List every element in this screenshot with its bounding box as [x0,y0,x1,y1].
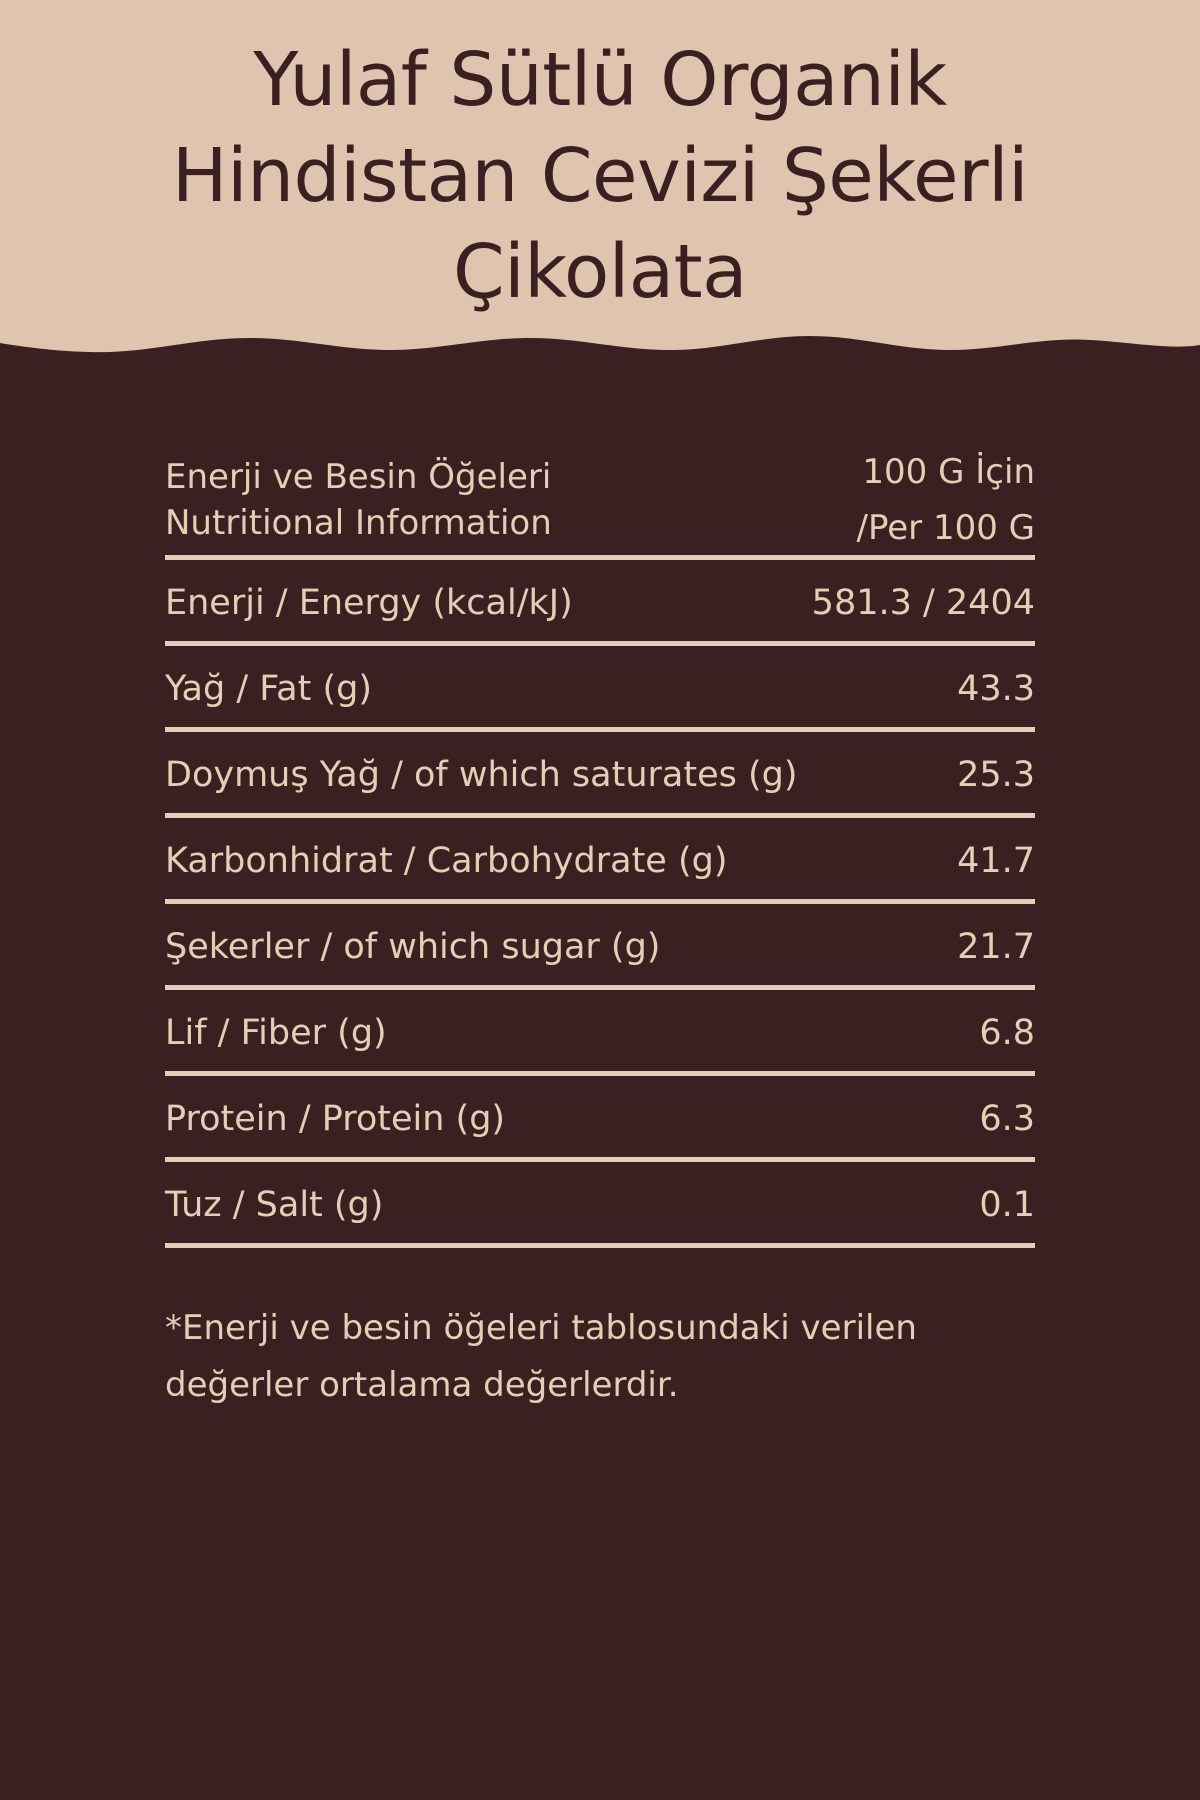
nutrition-table [165,442,1035,1248]
footnote-line-1: *Enerji ve besin öğeleri tablosundaki verilen [165,1308,917,1348]
row-value: 41.7 [957,840,1035,881]
row-value: 0.1 [979,1184,1035,1225]
table-row-sugar [165,904,1035,990]
table-header [165,442,1035,560]
row-label: Tuz / Salt (g) [165,1184,384,1225]
row-label: Lif / Fiber (g) [165,1012,387,1053]
header-right [857,442,1036,556]
table-row-saturates [165,732,1035,818]
row-value: 43.3 [957,668,1035,709]
table-row-fat [165,646,1035,732]
row-label: Yağ / Fat (g) [165,668,373,709]
header-per-en: /Per 100 G [856,508,1035,548]
title-line-1: Yulaf Sütlü Organik [253,37,947,123]
table-row-carbohydrate [165,818,1035,904]
title-line-3: Çikolata [453,229,747,315]
row-value: 25.3 [957,754,1035,795]
table-row-salt [165,1162,1035,1248]
row-value: 21.7 [957,926,1035,967]
header-label-en: Nutritional Information [165,503,552,543]
title-line-2: Hindistan Cevizi Şekerli [171,133,1029,219]
row-value: 581.3 / 2404 [811,582,1035,623]
row-label: Karbonhidrat / Carbohydrate (g) [165,840,728,881]
product-title [0,32,1200,320]
row-label: Doymuş Yağ / of which saturates (g) [165,754,798,795]
footnote [165,1300,1065,1414]
header-per-tr: 100 G İçin [862,452,1035,492]
row-value: 6.3 [979,1098,1035,1139]
header-left [165,442,552,546]
footnote-line-2: değerler ortalama değerlerdir. [165,1365,679,1405]
table-row-energy [165,560,1035,646]
row-label: Şekerler / of which sugar (g) [165,926,661,967]
table-row-fiber [165,990,1035,1076]
row-value: 6.8 [979,1012,1035,1053]
row-label: Protein / Protein (g) [165,1098,506,1139]
header-label-tr: Enerji ve Besin Öğeleri [165,457,552,497]
row-label: Enerji / Energy (kcal/kJ) [165,582,573,623]
table-row-protein [165,1076,1035,1162]
